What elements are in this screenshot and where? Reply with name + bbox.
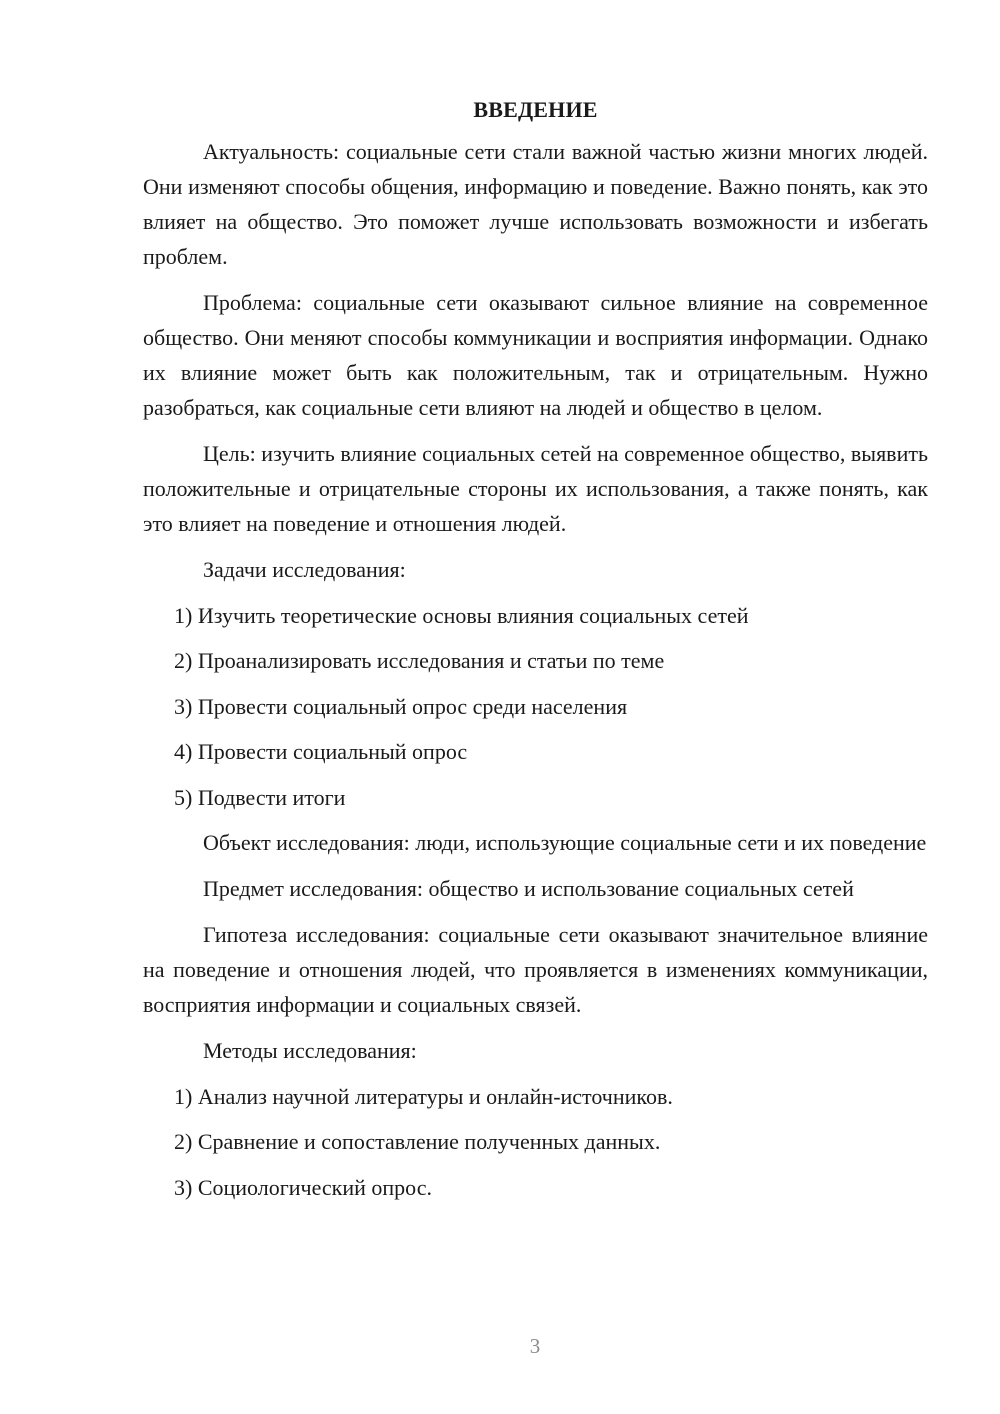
relevance-paragraph: Актуальность: социальные сети стали важной частью жизни многих людей. Они изменяют способы общения, информацию и поведение. Важно понять, как это влияет на общество. Это поможет лучше использовать возможности и избегать проблем. <box>143 139 928 269</box>
method-item-1: 1) Анализ научной литературы и онлайн-источников. <box>174 1083 673 1109</box>
goal-paragraph: Цель: изучить влияние социальных сетей на современное общество, выявить положительные и отрицательные стороны их использования, а также понять, как это влияет на поведение и отношения людей. <box>143 441 928 536</box>
task-item-4: 4) Провести социальный опрос <box>174 739 468 764</box>
task-item-3: 3) Провести социальный опрос среди населения <box>174 693 628 719</box>
object-paragraph: Объект исследования: люди, использующие социальные сети и их поведение <box>203 830 927 855</box>
subject-paragraph: Предмет исследования: общество и использование социальных сетей <box>203 876 854 901</box>
hypothesis-paragraph: Гипотеза исследования: социальные сети оказывают значительное влияние на поведение и отношения людей, что проявляется в изменениях коммуникации, восприятия информации и социальных связей. <box>143 922 928 1017</box>
task-item-1: 1) Изучить теоретические основы влияния социальных сетей <box>174 602 749 628</box>
problem-paragraph: Проблема: социальные сети оказывают сильное влияние на современное общество. Они меняют способы коммуникации и восприятия информации. Однако их влияние может быть как положительным, так и отрицательным. Нужно разобраться, как социальные сети влияют на людей и общество в целом. <box>143 290 928 420</box>
method-item-2: 2) Сравнение и сопоставление полученных данных. <box>174 1129 661 1154</box>
document-page <box>143 92 928 1215</box>
section-title: ВВЕДЕНИЕ <box>473 97 598 122</box>
tasks-heading: Задачи исследования: <box>203 557 406 582</box>
methods-heading: Методы исследования: <box>203 1038 417 1063</box>
method-item-3: 3) Социологический опрос. <box>174 1174 432 1200</box>
task-item-2: 2) Проанализировать исследования и статьи по теме <box>174 648 665 673</box>
page-number: 3 <box>529 1334 541 1358</box>
task-item-5: 5) Подвести итоги <box>174 784 346 810</box>
